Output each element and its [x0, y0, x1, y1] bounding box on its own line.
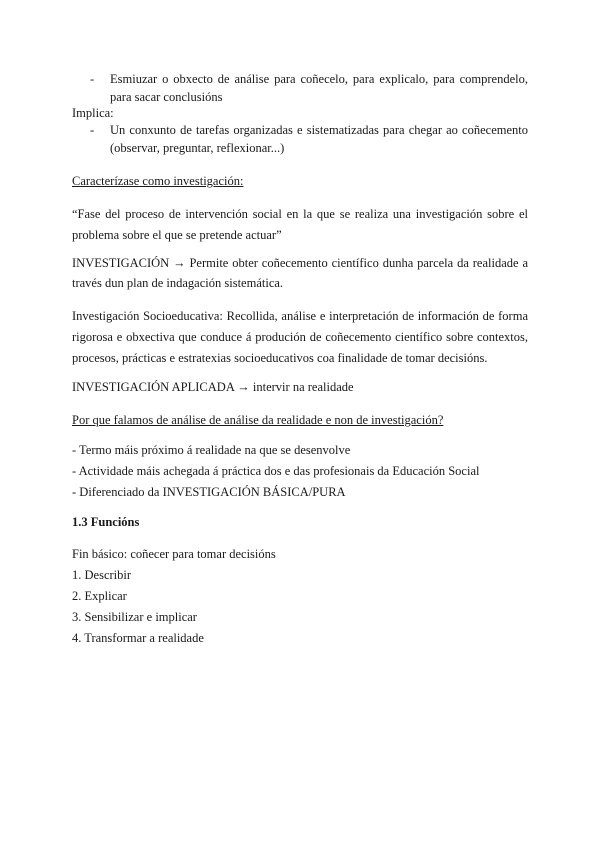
reason-item: - Actividade máis achegada á práctica dos e das profesionais da Educación Social — [72, 464, 480, 478]
socioeducativa-definition: Investigación Socioeducativa: Recollida, análise e interpretación de información de forma rigorosa e obxectiva que conduce á produción de coñecemento científico sobre contextos, procesos, prácticas e estratexias socioeducativos coa finalidade de tomar decisións. — [72, 309, 528, 365]
reason-item: - Diferenciado da INVESTIGACIÓN BÁSICA/PURA — [72, 485, 346, 499]
reason-item: - Termo máis próximo á realidade na que se desenvolve — [72, 443, 351, 457]
function-item: 4. Transformar a realidade — [72, 631, 204, 645]
list-item-text: Un conxunto de tarefas organizadas e sistematizadas para chegar ao coñecemento (observar, preguntar, reflexionar...) — [110, 123, 528, 155]
function-item: 1. Describir — [72, 568, 132, 582]
question-heading: Por que falamos de análise de análise da realidade e non de investigación? — [72, 413, 444, 427]
aplicada-definition: INVESTIGACIÓN APLICADA → intervir na realidade — [72, 380, 354, 394]
list-marker: - — [90, 72, 95, 86]
list-item — [90, 121, 528, 157]
implica-label: Implica: — [72, 106, 114, 120]
list-marker: - — [90, 123, 95, 137]
list-item — [90, 70, 528, 106]
list-item-text: Esmiuzar o obxecto de análise para coñecelo, para explicalo, para comprendelo, para sacar conclusións — [110, 72, 528, 104]
fin-basico: Fin básico: coñecer para tomar decisións — [72, 547, 276, 561]
function-item: 3. Sensibilizar e implicar — [72, 610, 197, 624]
quote-paragraph: “Fase del proceso de intervención social en la que se realiza una investigación sobre el problema sobre el que se pretende actuar” — [72, 207, 528, 242]
caracteriza-heading: Caracterízase como investigación: — [72, 174, 244, 188]
function-item: 2. Explicar — [72, 589, 127, 603]
section-title: 1.3 Funcións — [72, 515, 140, 529]
investigacion-definition: INVESTIGACIÓN → Permite obter coñecemento científico dunha parcela da realidade a través dun plan de indagación sistemática. — [72, 256, 528, 290]
